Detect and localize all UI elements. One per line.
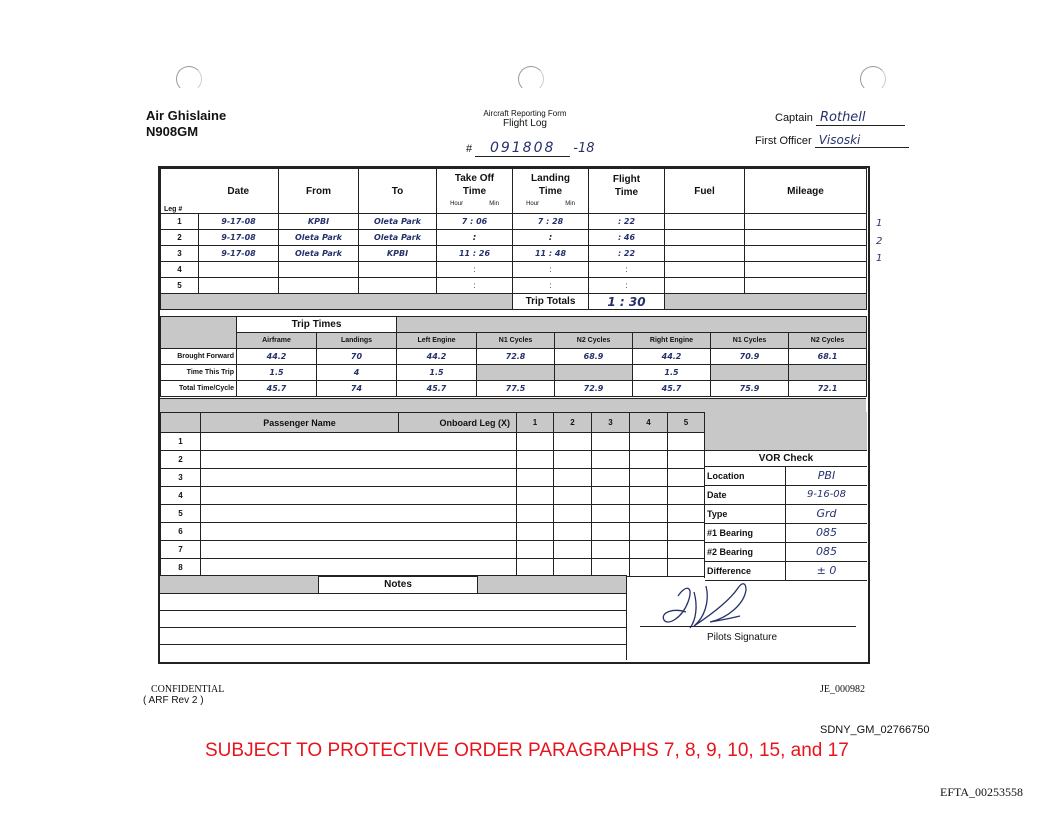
vor-row (705, 467, 867, 486)
header-flight (589, 169, 665, 214)
passenger-row-number: 8 (161, 559, 201, 577)
vor-row (705, 505, 867, 524)
leg-flight-time: : 22 (589, 214, 665, 230)
efta-number: EFTA_00253558 (940, 785, 1024, 799)
leg-from: Oleta Park (279, 230, 359, 246)
leg-col-5: 5 (668, 413, 705, 433)
vor-label: Type (705, 505, 786, 523)
leg-mileage (745, 214, 867, 230)
leg-number: 5 (161, 278, 199, 294)
form-title: Aircraft Reporting Form (483, 109, 567, 118)
passenger-header (161, 413, 705, 433)
leg-flight-time: : 22 (589, 246, 665, 262)
margin-mark: 2 (876, 236, 883, 247)
times-table (160, 316, 867, 397)
col-left-engine: Left Engine (397, 333, 477, 349)
trip-totals-label: Trip Totals (513, 294, 589, 310)
passenger-row (161, 451, 705, 469)
header-takeoff-sub: Time (462, 185, 487, 197)
leg-flight-time: : (589, 278, 665, 294)
vor-label: #1 Bearing (705, 524, 786, 542)
confidential-block (143, 684, 224, 706)
vor-label: Date (705, 486, 786, 504)
passenger-row-number: 1 (161, 433, 201, 451)
leg-landing: : (513, 230, 589, 246)
leg-mileage (745, 278, 867, 294)
passenger-name-cell (201, 505, 517, 523)
notes-section (160, 575, 626, 660)
airframe-value: 44.2 (237, 349, 317, 365)
vor-value: 9-16-08 (806, 489, 847, 500)
header-landing-label: Landing (531, 172, 570, 184)
first-officer-name: Visoski (815, 133, 909, 148)
passenger-table (160, 412, 705, 577)
leg-number: 4 (161, 262, 199, 278)
airframe-value: 45.7 (237, 381, 317, 397)
form-revision: ( ARF Rev 2 ) (143, 695, 204, 706)
leg-number: 2 (161, 230, 199, 246)
left-n1-value (477, 365, 555, 381)
captain-name: Rothell (816, 110, 905, 126)
trip-times-header (161, 317, 867, 333)
notes-shade-left (160, 576, 319, 593)
times-corner-2 (161, 333, 237, 349)
leg-landing: 11 : 48 (513, 246, 589, 262)
notes-label: Notes (384, 579, 412, 590)
leg-col-4: 4 (630, 413, 668, 433)
totals-spacer-right (665, 294, 867, 310)
passenger-name-cell (201, 487, 517, 505)
times-shade (397, 317, 867, 333)
leg-date (199, 262, 279, 278)
vor-row (705, 543, 867, 562)
vor-value: PBI (817, 469, 836, 482)
right-n1-value: 70.9 (711, 349, 789, 365)
col-left-n2: N2 Cycles (555, 333, 633, 349)
col-landings: Landings (317, 333, 397, 349)
times-corner (161, 317, 237, 333)
leg-date: 9-17-08 (199, 214, 279, 230)
passenger-row-number: 2 (161, 451, 201, 469)
header-flight-label: Flight (612, 174, 641, 185)
vor-row (705, 524, 867, 543)
left-n2-value: 72.9 (555, 381, 633, 397)
right-engine-value: 1.5 (633, 365, 711, 381)
tail-number: N908GM (146, 124, 199, 139)
landings-value: 70 (317, 349, 397, 365)
passenger-corner (161, 413, 201, 433)
leg-from (279, 278, 359, 294)
vor-value: ± 0 (816, 564, 837, 577)
col-left-n1: N1 Cycles (477, 333, 555, 349)
header-leg: Leg # (161, 169, 199, 214)
leg-number: 1 (161, 214, 199, 230)
vor-label: #2 Bearing (705, 543, 786, 561)
form-number-prefix: # (466, 143, 473, 155)
leg-takeoff: : (437, 262, 513, 278)
vor-top-shade (704, 412, 867, 450)
left-n2-value (555, 365, 633, 381)
right-engine-value: 44.2 (633, 349, 711, 365)
leg-mileage (745, 230, 867, 246)
leg-mileage (745, 262, 867, 278)
captain-line (775, 110, 905, 126)
form-number-suffix: -18 (573, 141, 595, 156)
right-n1-value (711, 365, 789, 381)
passenger-row (161, 505, 705, 523)
pilot-signature-mark (650, 578, 780, 640)
landing-hour-label: Hour (526, 200, 540, 207)
airframe-value: 1.5 (237, 365, 317, 381)
times-col-headers (161, 333, 867, 349)
left-engine-value: 45.7 (397, 381, 477, 397)
onboard-x-label: (X) (498, 417, 510, 428)
leg-date (199, 278, 279, 294)
bates-je: JE_000982 (820, 684, 865, 695)
leg-to (359, 278, 437, 294)
leg-date: 9-17-08 (199, 246, 279, 262)
form-number (466, 140, 594, 157)
legs-header-row (161, 169, 867, 214)
leg-fuel (665, 214, 745, 230)
first-officer-line (755, 133, 909, 148)
margin-mark: 1 (876, 218, 883, 229)
passenger-name-cell (201, 559, 517, 577)
header-from: From (279, 169, 359, 214)
captain-label: Captain (775, 112, 813, 124)
leg-takeoff: : (437, 278, 513, 294)
left-n2-value: 68.9 (555, 349, 633, 365)
col-right-n2: N2 Cycles (789, 333, 867, 349)
totals-spacer (161, 294, 513, 310)
passenger-name-header: Passenger Name (201, 413, 399, 433)
vor-check-panel (704, 450, 867, 578)
times-row (161, 349, 867, 365)
pilots-signature-label: Pilots Signature (707, 632, 778, 643)
header-date: Date (199, 169, 279, 214)
leg-to: Oleta Park (359, 230, 437, 246)
col-right-engine: Right Engine (633, 333, 711, 349)
notes-divider (626, 575, 627, 660)
leg-number: 3 (161, 246, 199, 262)
leg-col-1: 1 (517, 413, 554, 433)
leg-row (161, 214, 867, 230)
bates-sdny: SDNY_GM_02766750 (820, 724, 930, 736)
leg-fuel (665, 230, 745, 246)
leg-flight-time: : (589, 262, 665, 278)
leg-takeoff: 7 : 06 (437, 214, 513, 230)
landings-value: 74 (317, 381, 397, 397)
left-n1-value: 72.8 (477, 349, 555, 365)
leg-row (161, 230, 867, 246)
passenger-row-number: 6 (161, 523, 201, 541)
operator-name: Air Ghislaine (146, 108, 227, 123)
leg-landing: : (513, 262, 589, 278)
passenger-name-cell (201, 469, 517, 487)
times-row (161, 381, 867, 397)
row-label: Total Time/Cycle (161, 381, 237, 397)
notes-shade-right (477, 576, 626, 593)
right-engine-value: 45.7 (633, 381, 711, 397)
header-landing-units (513, 198, 588, 211)
leg-to (359, 262, 437, 278)
takeoff-hour-label: Hour (450, 200, 464, 207)
takeoff-min-label: Min (489, 200, 499, 207)
left-engine-value: 1.5 (397, 365, 477, 381)
passenger-row-number: 7 (161, 541, 201, 559)
header-takeoff (437, 169, 513, 214)
vor-label: Location (705, 467, 786, 485)
punch-hole-left (176, 66, 202, 92)
leg-from (279, 262, 359, 278)
leg-flight-time: : 46 (589, 230, 665, 246)
leg-to: Oleta Park (359, 214, 437, 230)
vor-label: Difference (705, 562, 786, 580)
right-n2-value: 68.1 (789, 349, 867, 365)
vor-row (705, 486, 867, 505)
right-n2-value: 72.1 (789, 381, 867, 397)
header-flight-sub: Time (614, 187, 639, 198)
form-subtitle: Flight Log (503, 118, 547, 129)
section-divider (160, 398, 866, 413)
passenger-row (161, 433, 705, 451)
passenger-name-cell (201, 451, 517, 469)
leg-from: Oleta Park (279, 246, 359, 262)
header-mileage: Mileage (745, 169, 867, 214)
leg-landing: : (513, 278, 589, 294)
leg-row (161, 246, 867, 262)
leg-fuel (665, 262, 745, 278)
leg-to: KPBI (359, 246, 437, 262)
leg-row (161, 262, 867, 278)
leg-takeoff: 11 : 26 (437, 246, 513, 262)
notes-line (160, 594, 626, 611)
leg-mileage (745, 246, 867, 262)
notes-header (160, 575, 626, 594)
passenger-row (161, 541, 705, 559)
vor-value: 085 (816, 526, 837, 539)
margin-mark: 1 (876, 253, 883, 264)
notes-line (160, 611, 626, 628)
passenger-row (161, 559, 705, 577)
protective-order-notice: SUBJECT TO PROTECTIVE ORDER PARAGRAPHS 7, 8, 9, 10, 15, and 17 (205, 740, 849, 761)
form-title-block (430, 109, 620, 129)
passenger-name-cell (201, 541, 517, 559)
vor-check-title: VOR Check (705, 451, 867, 467)
col-airframe: Airframe (237, 333, 317, 349)
vor-value: Grd (816, 507, 837, 520)
legs-table (160, 168, 867, 310)
row-label: Brought Forward (161, 349, 237, 365)
left-n1-value: 77.5 (477, 381, 555, 397)
onboard-leg-header (399, 413, 517, 433)
leg-fuel (665, 278, 745, 294)
right-n2-value (789, 365, 867, 381)
form-number-value: 091808 (475, 140, 570, 157)
header-takeoff-label: Take Off (454, 172, 495, 184)
leg-fuel (665, 246, 745, 262)
leg-takeoff: : (437, 230, 513, 246)
passenger-row (161, 487, 705, 505)
trip-times-title: Trip Times (237, 317, 397, 333)
leg-col-3: 3 (592, 413, 630, 433)
landing-min-label: Min (565, 200, 575, 207)
notes-line (160, 628, 626, 645)
passenger-row-number: 3 (161, 469, 201, 487)
row-label: Time This Trip (161, 365, 237, 381)
right-n1-value: 75.9 (711, 381, 789, 397)
passenger-row-number: 5 (161, 505, 201, 523)
passenger-name-cell (201, 523, 517, 541)
col-right-n1: N1 Cycles (711, 333, 789, 349)
header-landing-sub: Time (538, 185, 563, 197)
trip-totals-value: 1 : 30 (589, 294, 665, 310)
header-to: To (359, 169, 437, 214)
passenger-row (161, 523, 705, 541)
left-engine-value: 44.2 (397, 349, 477, 365)
leg-col-2: 2 (554, 413, 592, 433)
header-landing (513, 169, 589, 214)
first-officer-label: First Officer (755, 135, 812, 147)
operator-block (146, 108, 226, 140)
vor-value: 085 (816, 545, 837, 558)
trip-totals-row (161, 294, 867, 310)
punch-hole-right (860, 66, 886, 92)
leg-landing: 7 : 28 (513, 214, 589, 230)
landings-value: 4 (317, 365, 397, 381)
leg-date: 9-17-08 (199, 230, 279, 246)
signature-line (640, 626, 856, 627)
onboard-leg-label: Onboard Leg (439, 417, 496, 428)
header-fuel: Fuel (665, 169, 745, 214)
leg-row (161, 278, 867, 294)
leg-from: KPBI (279, 214, 359, 230)
confidential-label: CONFIDENTIAL (151, 684, 225, 695)
passenger-name-cell (201, 433, 517, 451)
passenger-row (161, 469, 705, 487)
passenger-row-number: 4 (161, 487, 201, 505)
header-takeoff-units (437, 198, 512, 211)
times-row (161, 365, 867, 381)
punch-hole-center (518, 66, 544, 92)
